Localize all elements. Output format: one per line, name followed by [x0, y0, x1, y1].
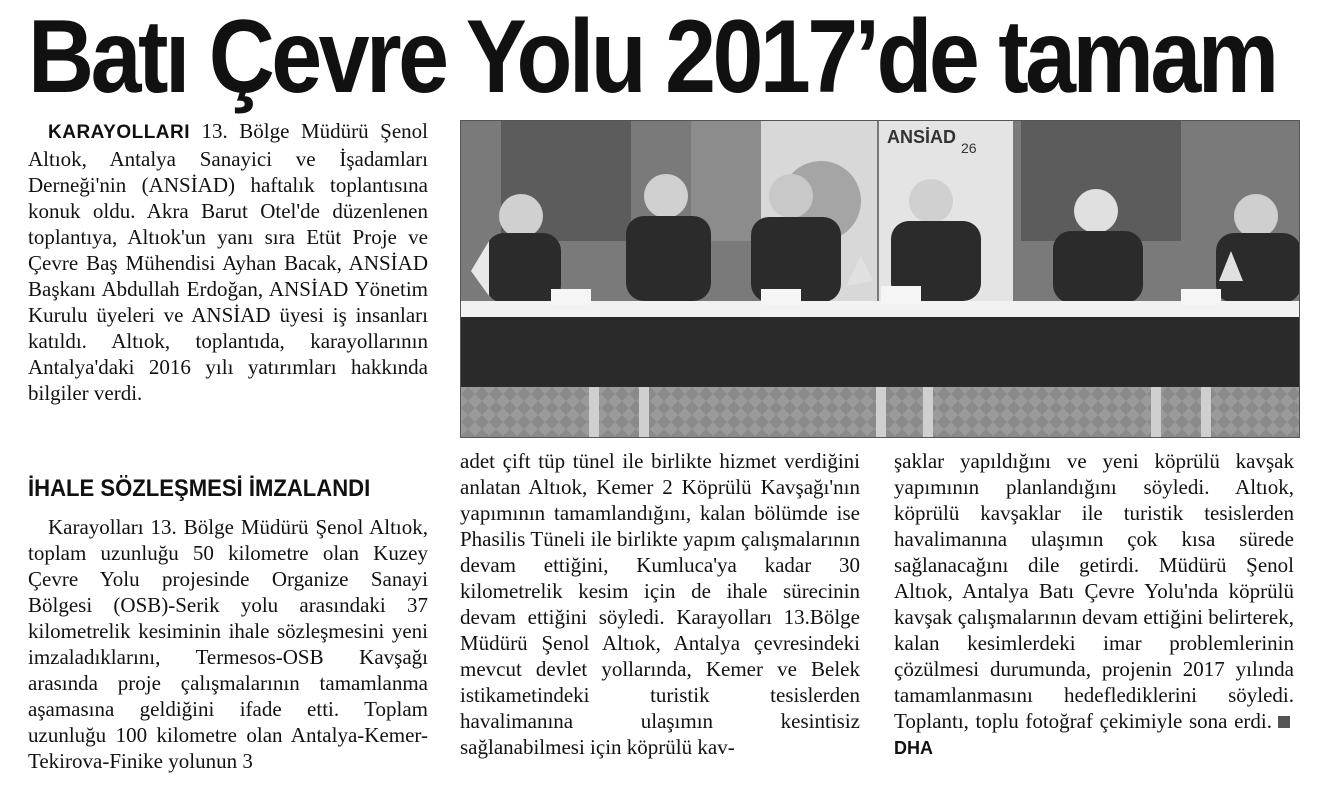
banner-brand: ANSİAD: [887, 127, 957, 147]
meeting-photo: [460, 120, 1300, 438]
middle-column: [460, 448, 860, 760]
banner-number: 26: [961, 140, 977, 156]
right-column: [894, 448, 1294, 761]
news-agency-credit: DHA: [894, 738, 933, 758]
left-body-paragraph: Karayolları 13. Bölge Müdürü Şenol Altıok, toplam uzunluğu 50 kilometre olan Kuzey Çevre Yolu projesinde Organize Sanayi Bölgesi (OSB)-Serik yolu arasındaki 37 kilometrelik kesiminin ihale sözleşmesini yeni imzaladıklarını, Termesos-OSB Kavşağı arasında proje çalışmalarının tamamlanma aşamasına geldiğini ifade etti. Toplam uzunluğu 100 kilometre olan Antalya-Kemer-Tekirova-Finike yolunun 3: [28, 515, 428, 773]
intro-kicker: KARAYOLLARI: [48, 122, 191, 143]
section-subhead: İHALE SÖZLEŞMESİ İMZALANDI: [28, 475, 371, 502]
right-body-text: şaklar yapıldığını ve yeni köprülü kavşak yapımının planlandığını söyledi. Altıok, köprülü kavşaklar ile turistik tesislerden havalimanına ulaşımın çok kısa sürede sağlanacağını dile getirdi. Müdürü Şenol Altıok, Antalya Batı Çevre Yolu'nda köprülü kavşak çalışmalarının devam ettiğini belirterek, kalan kesimlerdeki imar problemlerinin çözülmesi durumunda, projenin 2017 yılında tamamlanmasını hedeflediklerini söyledi. Toplantı, toplu fotoğraf çekimiyle sona erdi.: [894, 449, 1294, 733]
intro-paragraph: [28, 118, 428, 406]
left-body-column: [28, 514, 428, 774]
right-body-paragraph: [894, 448, 1294, 761]
headline: Batı Çevre Yolu 2017’de tamam: [28, 0, 1276, 115]
meeting-photo-illustration: [461, 121, 1300, 438]
intro-text: 13. Bölge Müdürü Şenol Altıok, Antalya Sanayici ve İşadamları Derneği'nin (ANSİAD) haftalık toplantısına konuk oldu. Akra Barut Otel'de düzenlenen toplantıya, Altıok'un yanı sıra Etüt Proje ve Çevre Baş Mühendisi Ayhan Bacak, ANSİAD Başkanı Abdullah Erdoğan, ANSİAD Yönetim Kurulu üyeleri ve ANSİAD üyesi iş insanları katıldı. Altıok, toplantıda, karayollarının Antalya'daki 2016 yılı yatırımları hakkında bilgiler verdi.: [28, 119, 428, 405]
credit-square-icon: [1278, 716, 1290, 728]
intro-column: [28, 118, 428, 406]
middle-body-paragraph: adet çift tüp tünel ile birlikte hizmet verdiğini anlatan Altıok, Kemer 2 Köprülü Kavşağı'nın yapımının tamamlandığını, kalan bölümde ise Phasilis Tüneli ile birlikte yapım çalışmalarının devam ettiğini, Kumluca'ya kadar 30 kilometrelik kesim için de ihale sürecinin devam ettiğini söyledi. Karayolları 13.Bölge Müdürü Şenol Altıok, Antalya çevresindeki mevcut devlet yollarında, Kemer ve Belek istikametindeki turistik tesislerden havalimanına ulaşımın kesintisiz sağlanabilmesi için köprülü kav-: [460, 449, 860, 759]
